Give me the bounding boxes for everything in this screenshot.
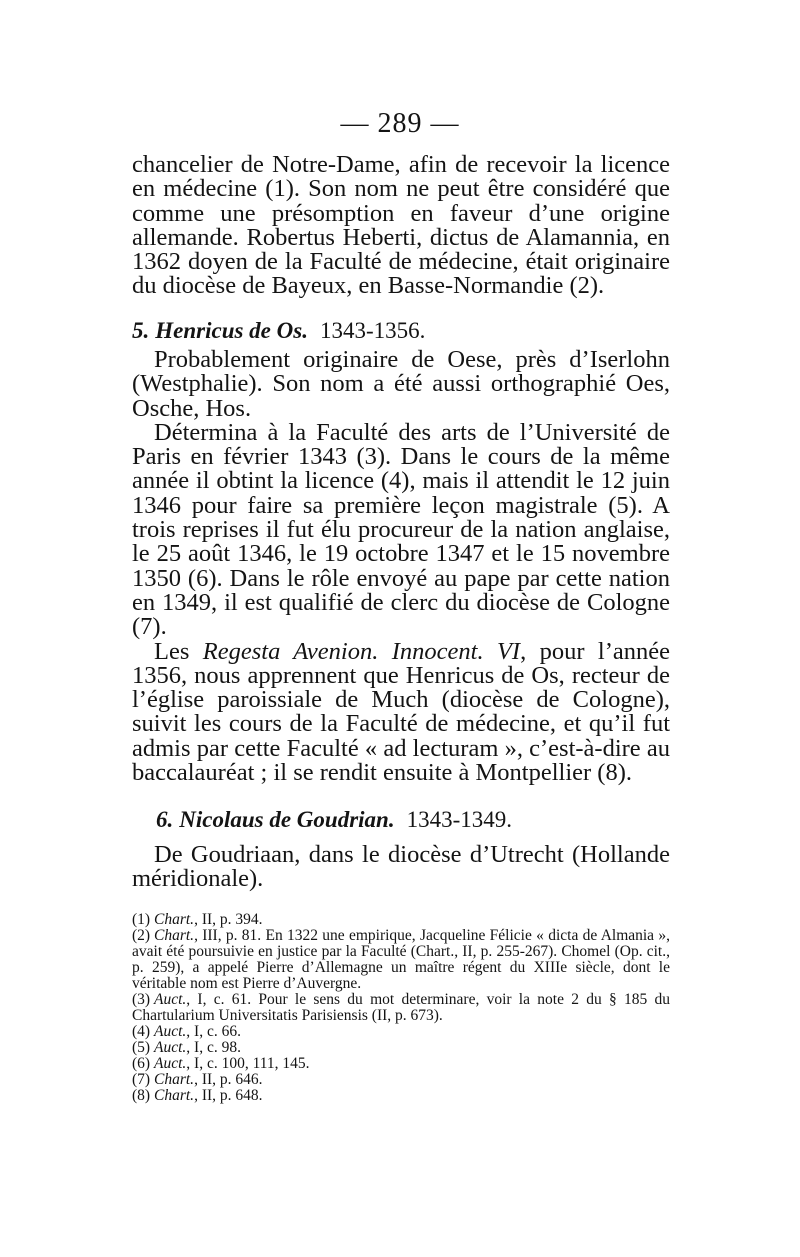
section-5-body <box>132 348 670 785</box>
section-name: Nicolaus de Goudrian. <box>179 807 395 832</box>
section-number: 6. <box>156 807 174 832</box>
paragraph-text: Détermina à la Faculté des arts de l’Université de Paris en février 1343 (3). Dans le cours de la même année il obtint la licence (4), mais il attendit le 12 juin 1346 pour faire sa première leçon magistrale (5). A trois reprises il fut élu procureur de la nation anglaise, le 25 août 1346, le 19 octobre 1347 et le 15 novembre 1350 (6). Dans le rôle envoyé au pape par cette nation en 1349, il est qualifié de clerc du diocèse de Cologne (7). <box>132 418 670 641</box>
section-heading-6 <box>156 807 512 833</box>
footnote-number: (4) <box>132 1023 151 1040</box>
paragraph-text: De Goudriaan, dans le diocèse d’Utrecht (Hollande méridionale). <box>132 841 670 893</box>
paragraph-text: Probablement originaire de Oese, près d’Iserlohn (Westphalie). Son nom a été aussi orthographié Oes, Osche, Hos. <box>132 346 670 422</box>
footnote <box>132 1024 670 1040</box>
footnote-text: , II, p. 648. <box>194 1087 263 1104</box>
section-name: Henricus de Os. <box>155 318 308 343</box>
footnote-number: (5) <box>132 1039 151 1056</box>
footnote <box>132 992 670 1024</box>
page-number: — 289 — <box>340 108 460 139</box>
section-dates: 1343-1349. <box>406 807 513 832</box>
footnote <box>132 928 670 992</box>
footnote-ref: Auct. <box>154 991 187 1008</box>
footnote-number: (7) <box>132 1071 151 1088</box>
footnote <box>132 1040 670 1056</box>
footnote-ref: Chart. <box>154 911 195 928</box>
section-number: 5. <box>132 318 150 343</box>
footnote-ref: Auct. <box>154 1023 187 1040</box>
footnote <box>132 1088 670 1104</box>
footnote-text: , III, p. 81. En 1322 une empirique, Jacqueline Félicie « dicta de Almania », avait été poursuivie en justice par la Faculté (Chart., II, p. 255-267). Chomel (Op. cit., p. 259), a appelé Pierre d’Allemagne un maître régent du XIIIe siècle, dont le véritable nom est Pierre d’Auvergne. <box>132 927 670 992</box>
footnote-text: , I, c. 61. Pour le sens du mot determinare, voir la note 2 du § 185 du Chartularium Universitatis Parisiensis (II, p. 673). <box>132 991 670 1024</box>
footnote-ref: Chart. <box>154 1071 195 1088</box>
footnote-number: (6) <box>132 1055 151 1072</box>
footnote-text: , II, p. 394. <box>194 911 263 928</box>
paragraph-text: chancelier de Notre-Dame, afin de recevoir la licence en médecine (1). Son nom ne peut être considéré que comme une présomption en faveur d’une origine allemande. Robertus Heberti, dictus de Alamannia, en 1362 doyen de la Faculté de médecine, était originaire du diocèse de Bayeux, en Basse-Normandie (2). <box>132 151 670 300</box>
text-run: Les <box>154 637 203 665</box>
section-6-body <box>132 843 670 892</box>
footnote-ref: Chart. <box>154 927 195 944</box>
footnote-ref: Auct. <box>154 1039 187 1056</box>
footnote-text: , I, c. 66. <box>186 1023 241 1040</box>
footnote-number: (1) <box>132 911 151 928</box>
footnote <box>132 912 670 928</box>
footnote-text: , I, c. 98. <box>186 1039 241 1056</box>
section-heading-5 <box>132 318 425 344</box>
footnote-ref: Chart. <box>154 1087 195 1104</box>
footnote <box>132 1072 670 1088</box>
section-dates: 1343-1356. <box>319 318 426 343</box>
paragraph-text <box>132 637 671 787</box>
italic-title: Regesta Avenion. Innocent. VI <box>202 637 521 665</box>
footnote-number: (2) <box>132 927 151 944</box>
footnotes <box>132 912 670 1104</box>
footnote-number: (3) <box>132 991 151 1008</box>
text-run: , pour l’année 1356, nous apprennent que Henricus de Os, recteur de l’église paroissiale de Much (diocèse de Cologne), suivit les cours de la Faculté de médecine, et qu’il fut admis par cette Faculté « ad lecturam », c’est-à-dire au baccalauréat ; il se rendit ensuite à Montpellier (8). <box>132 637 671 787</box>
footnote-text: , II, p. 646. <box>194 1071 263 1088</box>
opening-paragraph <box>132 153 670 299</box>
footnote-number: (8) <box>132 1087 151 1104</box>
footnote <box>132 1056 670 1072</box>
footnote-text: , I, c. 100, 111, 145. <box>186 1055 310 1072</box>
footnote-ref: Auct. <box>154 1055 187 1072</box>
